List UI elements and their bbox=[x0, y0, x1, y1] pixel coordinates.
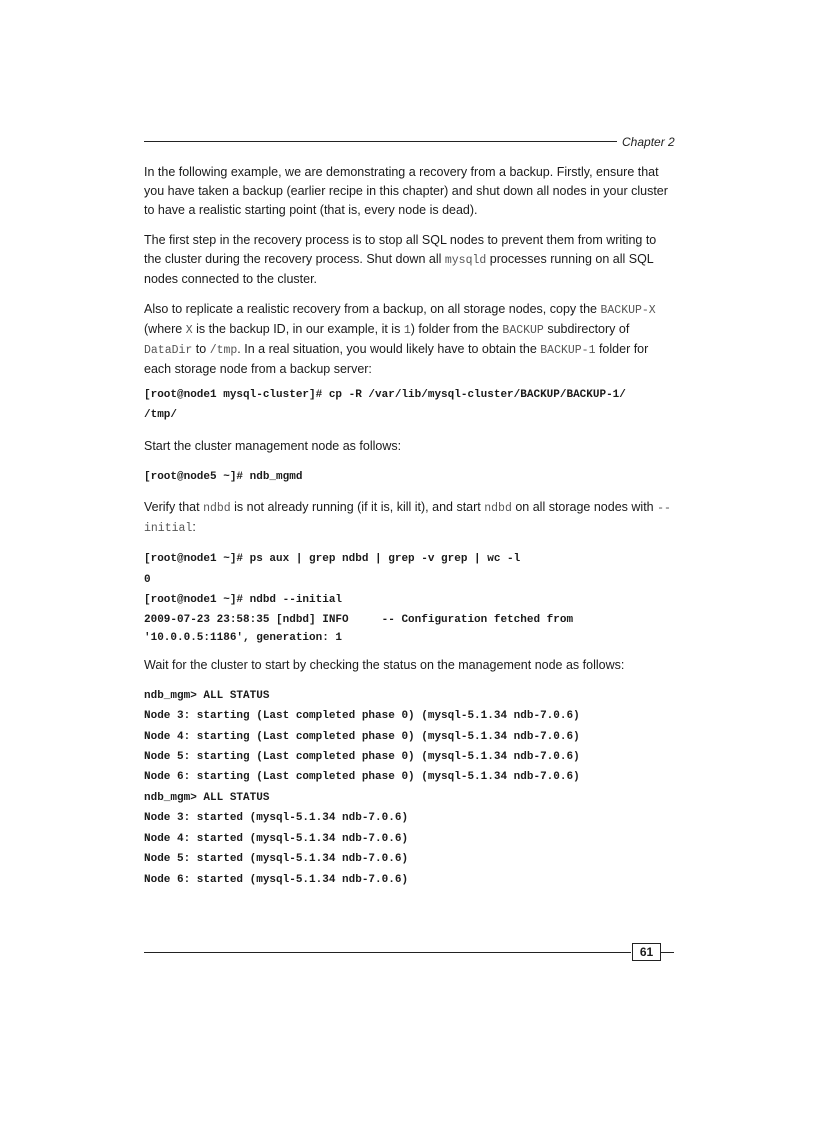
inline-code: /tmp bbox=[209, 344, 238, 357]
inline-code: BACKUP bbox=[502, 324, 544, 337]
code-line: ndb_mgm> ALL STATUS bbox=[144, 791, 270, 804]
code-line: Node 3: started (mysql-5.1.34 ndb-7.0.6) bbox=[144, 812, 409, 825]
inline-code: 1 bbox=[403, 324, 411, 337]
code-line: '10.0.0.5:1186', generation: 1 bbox=[144, 631, 343, 644]
code-line: Node 6: starting (Last completed phase 0) (mysql-5.1.34 ndb-7.0.6) bbox=[144, 771, 580, 784]
text: Also to replicate a realistic recovery from a backup, on all storage nodes, copy the bbox=[144, 302, 601, 316]
text: is not already running (if it is, kill it), and start bbox=[230, 500, 485, 515]
page-body bbox=[144, 163, 674, 901]
text: . In a real situation, you would likely have to obtain the bbox=[237, 342, 541, 356]
paragraph-copy-backup bbox=[144, 300, 674, 379]
code-line: ndb_mgm> ALL STATUS bbox=[144, 689, 270, 702]
code-line: [root@node5 ~]# ndb_mgmd bbox=[144, 470, 303, 483]
text: on all storage nodes with bbox=[511, 500, 658, 515]
paragraph-start-mgmt: Start the cluster management node as follows: bbox=[144, 438, 402, 453]
inline-code: X bbox=[185, 324, 193, 337]
code-line: Node 5: started (mysql-5.1.34 ndb-7.0.6) bbox=[144, 853, 409, 866]
code-block-status bbox=[144, 686, 674, 890]
inline-code: mysqld bbox=[444, 254, 487, 267]
inline-code: BACKUP-1 bbox=[540, 344, 596, 357]
code-block-copy bbox=[144, 385, 674, 426]
code-line: 2009-07-23 23:58:35 [ndbd] INFO -- Configuration fetched from bbox=[144, 614, 574, 627]
text: ) folder from the bbox=[410, 322, 503, 336]
text: (where bbox=[144, 322, 186, 336]
paragraph-stop-sql-nodes bbox=[144, 231, 674, 289]
text: to bbox=[192, 342, 210, 356]
paragraph-verify-ndbd bbox=[144, 498, 674, 538]
code-line: Node 3: starting (Last completed phase 0) (mysql-5.1.34 ndb-7.0.6) bbox=[144, 710, 580, 723]
code-block-ndbd bbox=[144, 590, 674, 645]
footer-rule-right bbox=[661, 952, 674, 953]
inline-code: DataDir bbox=[144, 344, 193, 357]
text: processes running on all SQL nodes connected to the cluster. bbox=[144, 252, 654, 286]
paragraph-intro: In the following example, we are demonstrating a recovery from a backup. Firstly, ensure that you have taken a backup (earlier recipe in this chapter) and shut down all nodes in your cluster to have a realistic starting point (that is, every node is dead). bbox=[144, 165, 668, 217]
code-line: /tmp/ bbox=[144, 409, 178, 422]
chapter-label: Chapter 2 bbox=[622, 135, 675, 149]
text: The first step in the recovery process is to stop all SQL nodes to prevent them from writing to the cluster during the recovery process. Shut down all bbox=[144, 233, 657, 266]
code-line: Node 5: starting (Last completed phase 0) (mysql-5.1.34 ndb-7.0.6) bbox=[144, 751, 580, 764]
text: is the backup ID, in our example, it is bbox=[192, 322, 404, 336]
code-line: 0 bbox=[144, 573, 151, 586]
inline-code: ndbd bbox=[203, 502, 231, 516]
code-line: Node 4: starting (Last completed phase 0) (mysql-5.1.34 ndb-7.0.6) bbox=[144, 730, 580, 743]
paragraph-wait-status: Wait for the cluster to start by checking the status on the management node as follows: bbox=[144, 657, 625, 672]
code-block-ps bbox=[144, 549, 674, 590]
code-line: [root@node1 ~]# ps aux | grep ndbd | grep -v grep | wc -l bbox=[144, 553, 521, 566]
inline-code: ndbd bbox=[484, 502, 512, 516]
text: folder for each storage node from a backup server: bbox=[144, 342, 649, 376]
text: subdirectory of bbox=[543, 322, 630, 336]
code-line: Node 6: started (mysql-5.1.34 ndb-7.0.6) bbox=[144, 873, 409, 886]
code-line: Node 4: started (mysql-5.1.34 ndb-7.0.6) bbox=[144, 832, 409, 845]
footer-rule bbox=[144, 952, 631, 953]
inline-code: BACKUP-X bbox=[600, 304, 656, 317]
code-block-mgmd bbox=[144, 467, 674, 487]
text: Verify that bbox=[144, 500, 204, 515]
text: : bbox=[192, 520, 196, 535]
inline-code: --initial bbox=[144, 502, 671, 536]
code-line: [root@node1 ~]# ndbd --initial bbox=[144, 594, 343, 607]
page-number: 61 bbox=[632, 943, 661, 961]
header-rule bbox=[144, 141, 617, 142]
code-line: [root@node1 mysql-cluster]# cp -R /var/lib/mysql-cluster/BACKUP/BACKUP-1/ bbox=[144, 389, 626, 401]
